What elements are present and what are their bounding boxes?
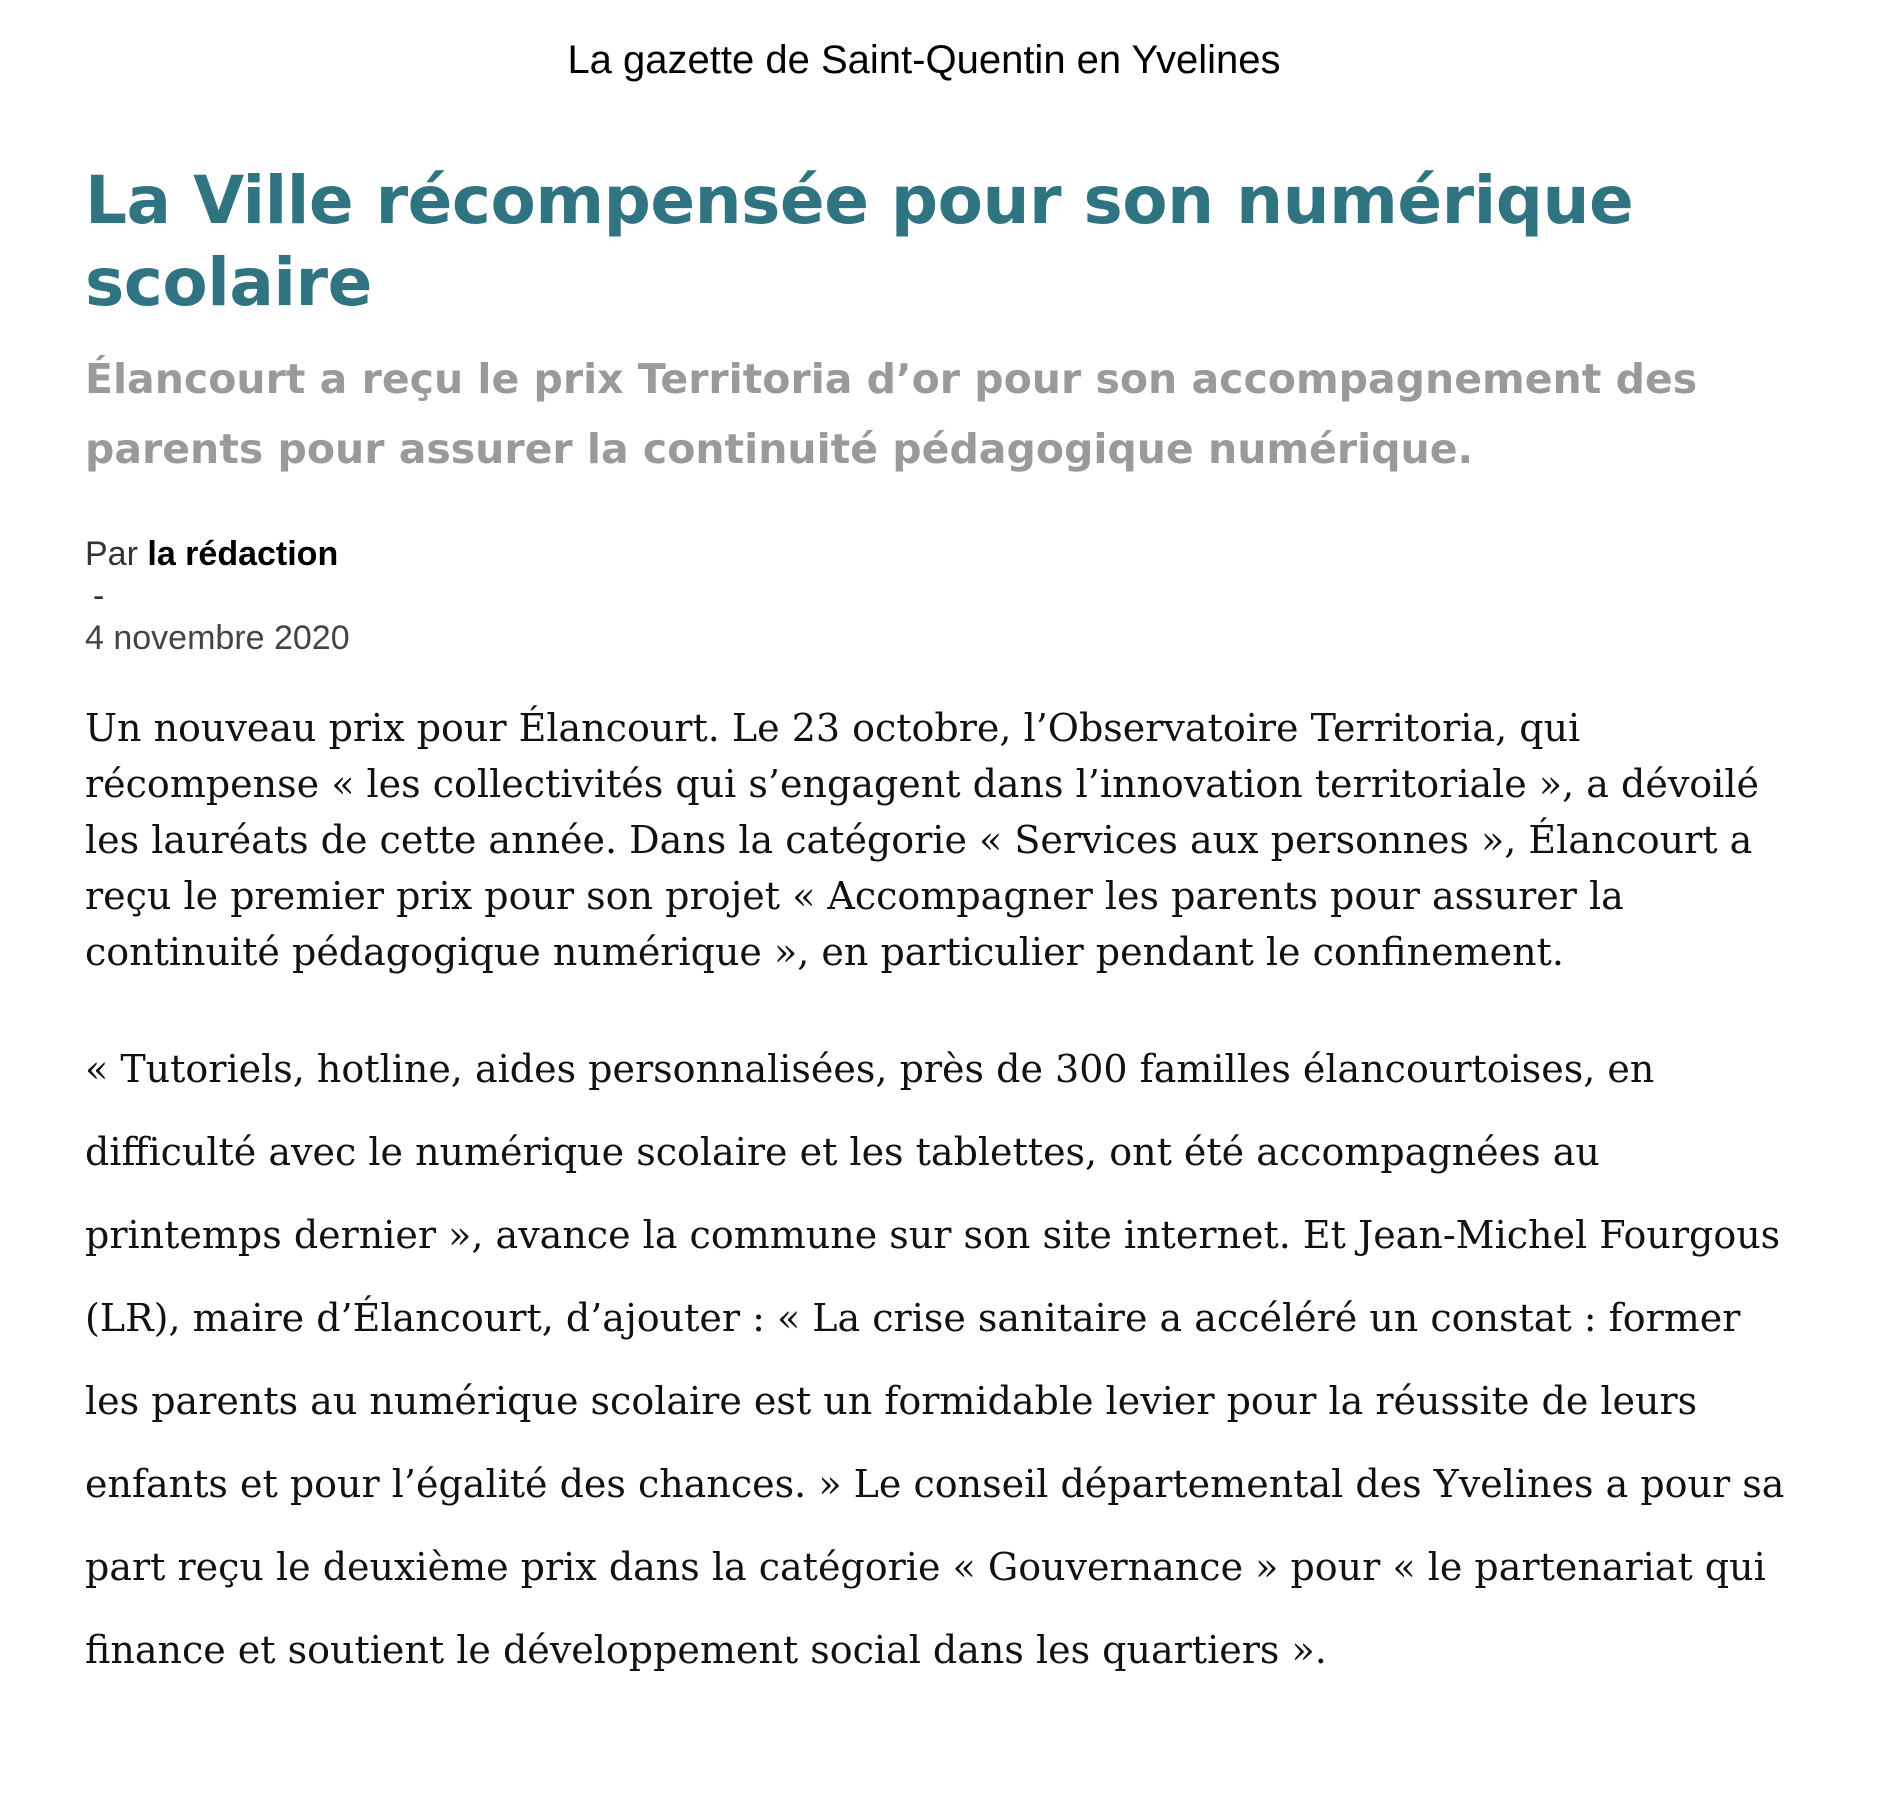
- byline-separator: -: [93, 577, 105, 615]
- masthead: La gazette de Saint-Quentin en Yvelines: [567, 38, 1281, 82]
- byline: [85, 532, 1785, 660]
- byline-author[interactable]: la rédaction: [147, 535, 339, 573]
- article-paragraph-1: Un nouveau prix pour Élancourt. Le 23 octobre, l’Observatoire Territoria, qui récompense « les collectivités qui s’engagent dans l’innovation territoriale », a dévoilé les lauréats de cette année. Dans la catégorie « Services aux personnes », Élancourt a reçu le premier prix pour son projet « Accompagner les parents pour assurer la continuité pédagogique numérique », en particulier pendant le confinement.: [85, 706, 1759, 974]
- byline-date: 4 novembre 2020: [85, 619, 350, 657]
- article-title: La Ville récompensée pour son numérique scolaire: [85, 162, 1634, 321]
- byline-prefix: Par: [85, 535, 138, 573]
- article-subtitle: Élancourt a reçu le prix Territoria d’or pour son accompagnement des parents pour assurer la continuité pédagogique numérique.: [85, 355, 1698, 473]
- article-paragraph-2: « Tutoriels, hotline, aides personnalisées, près de 300 familles élancourtoises, en difficulté avec le numérique scolaire et les tablettes, ont été accompagnées au printemps dernier », avance la commune sur son site internet. Et Jean-Michel Fourgous (LR), maire d’Élancourt, d’ajouter : « La crise sanitaire a accéléré un constat : former les parents au numérique scolaire est un formidable levier pour la réussite de leurs enfants et pour l’égalité des chances. » Le conseil départemental des Yvelines a pour sa part reçu le deuxième prix dans la catégorie « Gouvernance » pour « le partenariat qui finance et soutient le développement social dans les quartiers ».: [85, 1047, 1785, 1672]
- article-content: [85, 160, 1785, 1692]
